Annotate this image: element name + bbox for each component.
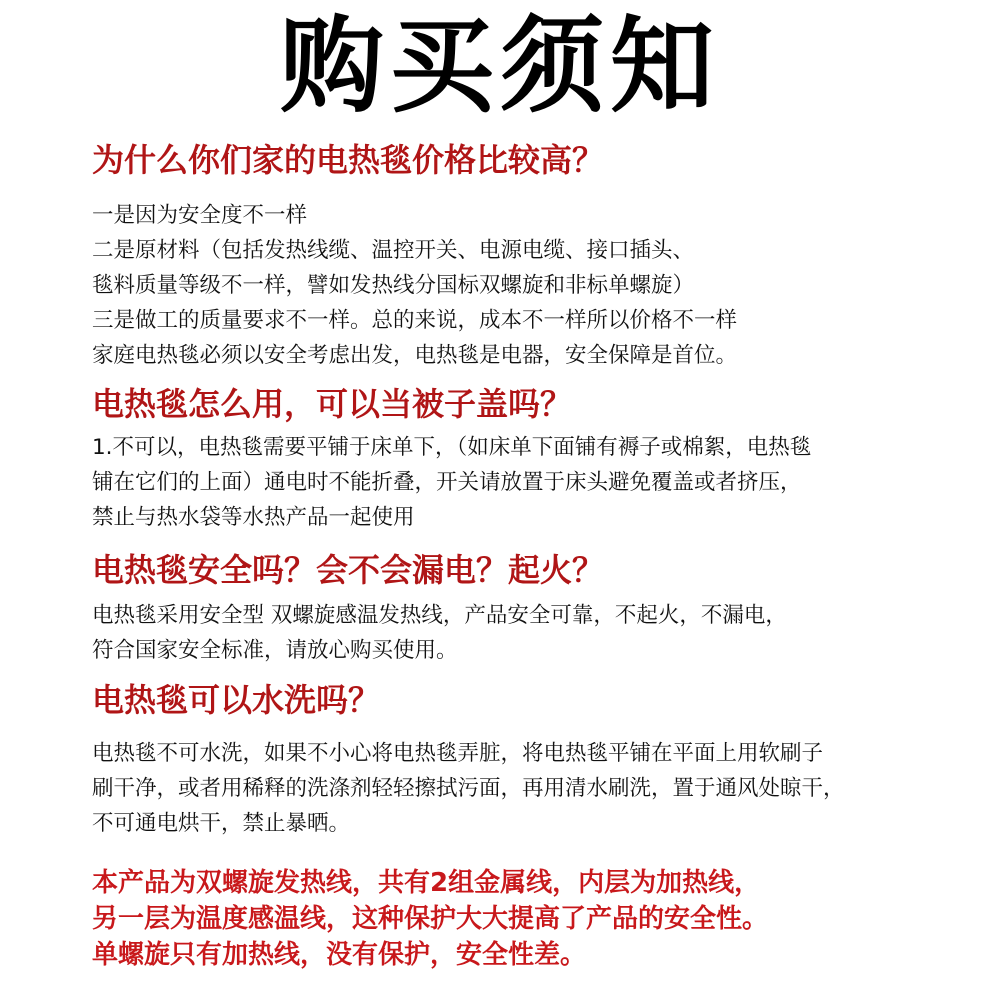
product-note: [92, 865, 768, 973]
note-line: 本产品为双螺旋发热线，共有2组金属线，内层为加热线，: [92, 868, 761, 898]
answer-line: 毯料质量等级不一样，譬如发热线分国标双螺旋和非标单螺旋）: [92, 273, 695, 298]
answer-line: 电热毯不可水洗，如果不小心将电热毯弄脏，将电热毯平铺在平面上用软刷子: [92, 741, 824, 766]
answer-line: 铺在它们的上面）通电时不能折叠，开关请放置于床头避免覆盖或者挤压，: [92, 470, 802, 495]
question-safety: 电热毯安全吗？会不会漏电？起火？: [92, 551, 605, 589]
answer-washing: [92, 736, 845, 841]
answer-line: 电热毯采用安全型 双螺旋感温发热线，产品安全可靠，不起火，不漏电，: [92, 603, 787, 628]
answer-line: 二是原材料（包括发热线缆、温控开关、电源电缆、接口插头、: [92, 238, 695, 263]
answer-line: 刷干净，或者用稀释的洗涤剂轻轻擦拭污面，再用清水刷洗，置于通风处晾干，: [92, 776, 845, 801]
question-usage: 电热毯怎么用，可以当被子盖吗？: [92, 385, 573, 423]
answer-line: 不可通电烘干，禁止暴晒。: [92, 811, 351, 836]
answer-line: 三是做工的质量要求不一样。总的来说，成本不一样所以价格不一样: [92, 308, 738, 333]
answer-line: 家庭电热毯必须以安全考虑出发，电热毯是电器，安全保障是首位。: [92, 343, 738, 368]
answer-price: [92, 198, 737, 373]
answer-usage: [92, 430, 811, 535]
answer-safety: [92, 598, 787, 668]
question-price: 为什么你们家的电热毯价格比较高？: [92, 141, 605, 179]
answer-line: 1.不可以，电热毯需要平铺于床单下，（如床单下面铺有褥子或棉絮，电热毯: [92, 435, 812, 460]
note-line: 另一层为温度感温线，这种保护大大提高了产品的安全性。: [92, 904, 769, 934]
answer-line: 一是因为安全度不一样: [92, 203, 308, 228]
note-line: 单螺旋只有加热线，没有保护，安全性差。: [92, 940, 587, 970]
question-washing: 电热毯可以水洗吗？: [92, 681, 381, 719]
answer-line: 禁止与热水袋等水热产品一起使用: [92, 505, 415, 530]
page-title: 购买须知: [279, 5, 720, 127]
answer-line: 符合国家安全标准，请放心购买使用。: [92, 638, 458, 663]
